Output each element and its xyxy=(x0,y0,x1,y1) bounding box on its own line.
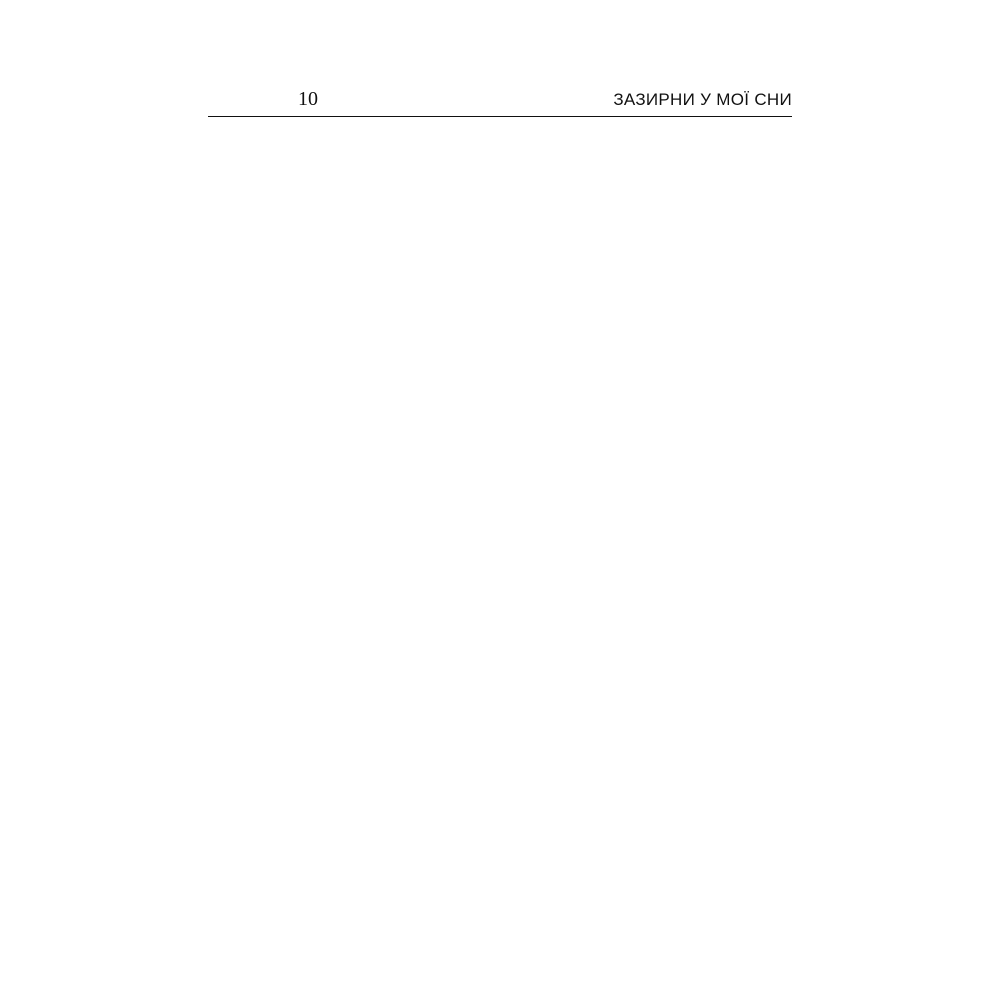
header-rule xyxy=(208,116,792,117)
running-header xyxy=(208,78,792,124)
page-number: 10 xyxy=(298,88,318,110)
running-title: ЗАЗИРНИ У МОЇ СНИ xyxy=(613,90,792,109)
body-text-area xyxy=(298,150,740,890)
